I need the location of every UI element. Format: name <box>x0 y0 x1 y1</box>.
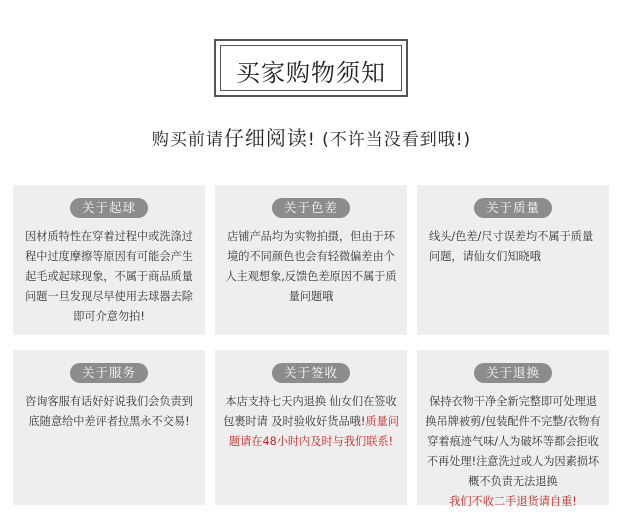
card-color-difference <box>215 185 407 335</box>
subtitle-emphasis: 仔细阅读 <box>223 126 308 150</box>
card-text: 线头/色差/尺寸误差均不属于质量问题，请仙女们知晓哦 <box>429 230 594 263</box>
card-text: 店铺产品均为实物拍摄，但由于环境的不同颜色也会有轻微偏差由个人主观想象,反馈色差原因不属于质量问题哦 <box>225 230 397 303</box>
card-badge: 关于色差 <box>272 198 350 218</box>
card-badge: 关于质量 <box>474 198 552 218</box>
card-service <box>13 350 205 505</box>
subtitle-post: ! (不许当没看到哦!) <box>307 130 472 150</box>
card-badge: 关于退换 <box>474 363 552 383</box>
card-text: 保持衣物干净全新完整即可处理退换吊牌被剪/包装配件不完整/衣物有穿着痕迹气味/人为破坏等都会拒收不再处理!注意洗过或人为因素损坏概不负责无法退换 <box>425 395 601 488</box>
card-badge: 关于服务 <box>70 363 148 383</box>
card-text-block <box>425 392 601 512</box>
title-frame <box>214 39 408 97</box>
subtitle <box>0 122 623 151</box>
subtitle-pre: 购买前请 <box>151 130 224 150</box>
card-text-block <box>223 392 399 452</box>
card-text: 咨询客服有话好好说我们会负责到底随意给中差评者拉黑永不交易! <box>25 395 193 428</box>
card-warning-text: 我们不收二手退货请自重! <box>449 495 577 508</box>
card-delivery <box>215 350 407 505</box>
card-pilling <box>13 185 205 335</box>
page-title: 买家购物须知 <box>236 59 386 87</box>
card-quality <box>417 185 609 335</box>
card-badge: 关于签收 <box>272 363 350 383</box>
card-returns <box>417 350 609 508</box>
card-text: 因材质特性在穿着过程中或洗涤过程中过度摩擦等原因有可能会产生起毛或起球现象，不属于商品质量问题一旦发现尽早使用去球器去除即可介意勿拍! <box>25 230 193 323</box>
card-warning-text: 质量问题请在48小时内及时与我们联系! <box>228 415 399 448</box>
card-badge: 关于起球 <box>70 198 148 218</box>
card-text: 本店支持七天内退换 仙女们在签收包裹时请 及时验收好货品哦! <box>223 395 397 428</box>
